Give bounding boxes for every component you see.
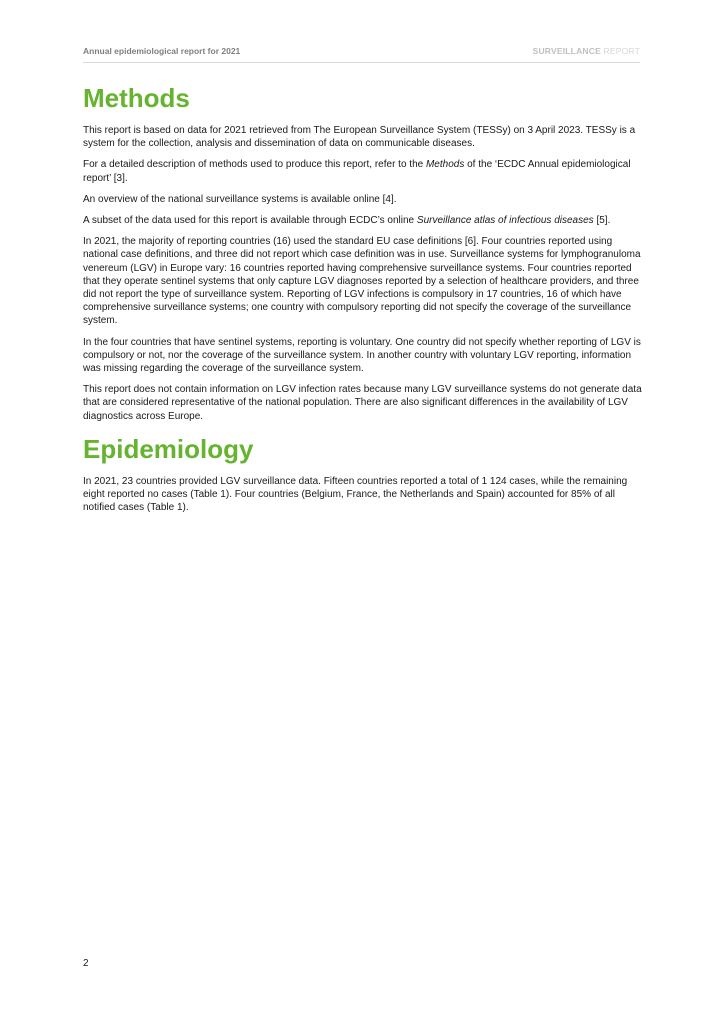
- methods-paragraph-4: [83, 214, 643, 227]
- running-header: [83, 46, 640, 63]
- methods-heading: Methods: [83, 83, 190, 113]
- methods-paragraph-1: This report is based on data for 2021 retrieved from The European Surveillance System (TESSy) on 3 April 2023. TESSy is a system for the collection, analysis and dissemination of data on communicable diseases.: [83, 125, 636, 150]
- epidemiology-paragraph-1: In 2021, 23 countries provided LGV surveillance data. Fifteen countries reported a total of 1 124 cases, while the remaining eight reported no cases (Table 1). Four countries (Belgium, France, the Netherlands and Spain) accounted for 85% of all notified cases (Table 1).: [83, 475, 628, 514]
- methods-paragraph-2-text-a: For a detailed description of methods used to produce this report, refer to the: [83, 159, 426, 171]
- report-type-bold: SURVEILLANCE: [532, 46, 601, 56]
- running-title: Annual epidemiological report for 2021: [83, 46, 241, 56]
- methods-paragraph-5: In 2021, the majority of reporting countries (16) used the standard EU case definitions [6]. Four countries reported using national case definitions, and three did not report which case definition was in use. Surveillance systems for lymphogranuloma venereum (LGV) in Europe vary: 16 countries reported having comprehensive surveillance systems. Four countries reported that they operate sentinel systems that only capture LGV diagnoses reported by a selection of healthcare providers, and three did not report the type of surveillance system. Reporting of LGV infections is compulsory in 17 countries, 16 of which have comprehensive surveillance systems; one country with compulsory reporting did not specify the coverage of the surveillance system.: [83, 236, 641, 327]
- page-number: 2: [83, 958, 89, 969]
- main-content: [83, 80, 643, 522]
- methods-paragraph-7: This report does not contain information on LGV infection rates because many LGV surveillance systems do not generate data that are considered representative of the national population. There are also significant differences in the availability of LGV diagnostics across Europe.: [83, 384, 642, 422]
- methods-reference-link: Methods: [425, 159, 465, 171]
- methods-paragraph-4-text-a: A subset of the data used for this report is available through ECDC’s online: [83, 215, 417, 227]
- methods-paragraph-2-text-b: of the ‘ECDC Annual epidemiological report’ [3].: [83, 159, 631, 184]
- methods-paragraph-2: [83, 158, 643, 184]
- report-type-light: REPORT: [603, 46, 640, 56]
- methods-paragraph-6: In the four countries that have sentinel systems, reporting is voluntary. One country did not specify whether reporting of LGV is compulsory or not, nor the coverage of the surveillance system. In another country with voluntary LGV reporting, information was missing regarding the coverage of the surveillance system.: [83, 336, 641, 375]
- surveillance-atlas-reference: Surveillance atlas of infectious diseases: [416, 215, 594, 227]
- methods-paragraph-4-text-b: [5].: [593, 215, 611, 227]
- epidemiology-heading: Epidemiology: [83, 433, 254, 464]
- methods-paragraph-3: An overview of the national surveillance systems is available online [4].: [83, 193, 397, 205]
- report-type-label: [533, 46, 640, 56]
